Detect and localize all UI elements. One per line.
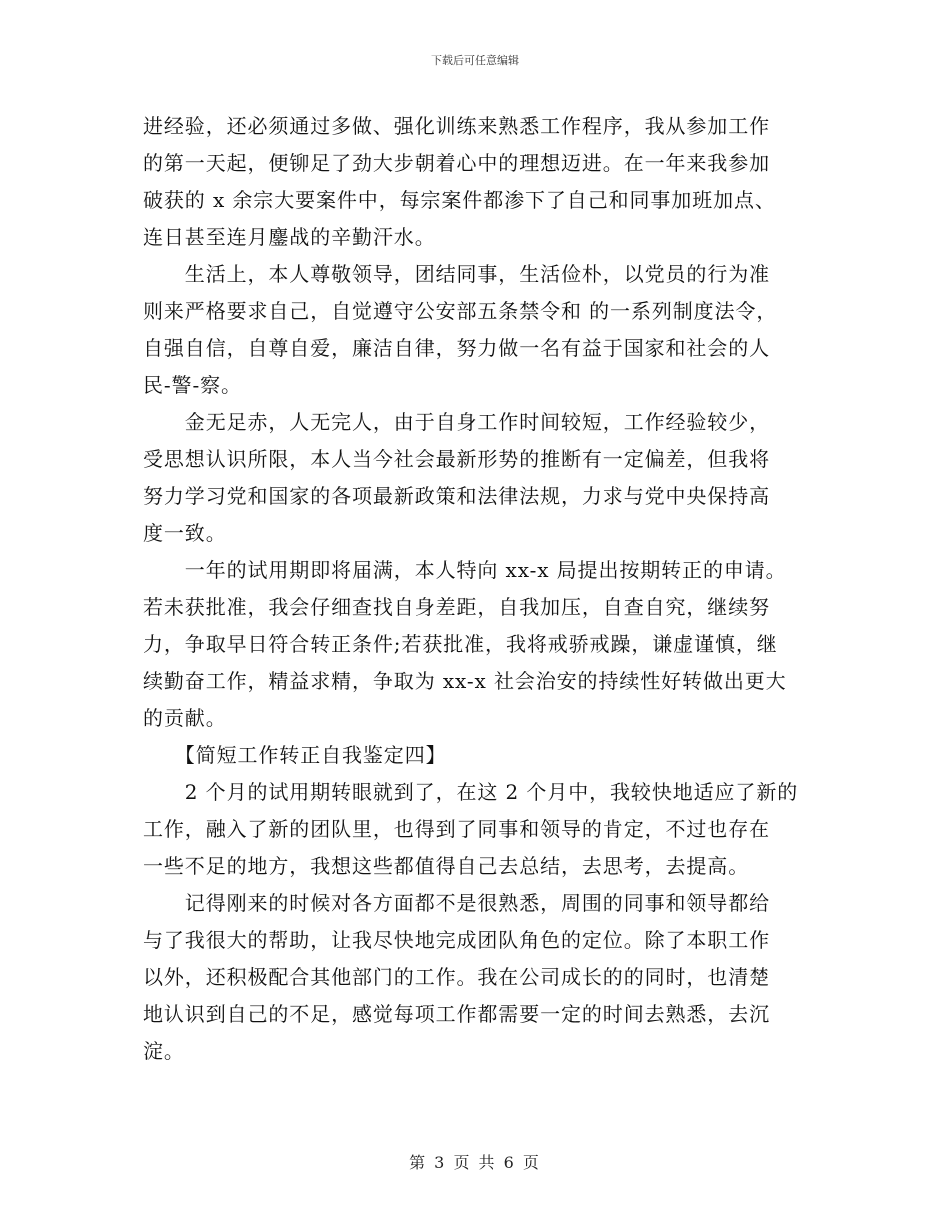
text-line: 连日甚至连月鏖战的辛勤汗水。	[143, 225, 436, 249]
text-line: 一些不足的地方，我想这些都值得自己去总结，去思考，去提高。	[143, 854, 750, 878]
text-line: 与了我很大的帮助，让我尽快地完成团队角色的定位。除了本职工作	[143, 928, 770, 952]
text-line: 的第一天起，便铆足了劲大步朝着心中的理想迈进。在一年来我参加	[143, 151, 770, 175]
text-line: 续勤奋工作，精益求精，争取为 xx-x 社会治安的持续性好转做出更大	[143, 669, 787, 693]
section-heading: 【简短工作转正自我鉴定四】	[143, 743, 447, 767]
text-line: 受思想认识所限，本人当今社会最新形势的推断有一定偏差，但我将	[143, 447, 770, 471]
text-line: 进经验，还必须通过多做、强化训练来熟悉工作程序，我从参加工作	[143, 114, 770, 138]
text-line: 破获的 x 余宗大要案件中，每宗案件都渗下了自己和同事加班加点、	[143, 188, 776, 212]
text-line: 一年的试用期即将届满，本人特向 xx-x 局提出按期转正的申请。	[143, 558, 787, 582]
text-line: 的贡献。	[143, 706, 227, 730]
text-line: 度一致。	[143, 521, 227, 545]
text-line: 工作，融入了新的团队里，也得到了同事和领导的肯定，不过也存在	[143, 817, 770, 841]
text-line: 地认识到自己的不足，感觉每项工作都需要一定的时间去熟悉，去沉	[143, 1002, 770, 1026]
text-line: 以外，还积极配合其他部门的工作。我在公司成长的的同时，也清楚	[143, 965, 770, 989]
text-line: 生活上，本人尊敬领导，团结同事，生活俭朴，以党员的行为准	[143, 262, 770, 286]
text-line: 若未获批准，我会仔细查找自身差距，自我加压，自查自究，继续努	[143, 595, 770, 619]
page-footer: 第 3 页 共 6 页	[409, 1153, 541, 1172]
text-line: 则来严格要求自己，自觉遵守公安部五条禁令和 的一系列制度法令，	[143, 299, 778, 323]
document-body	[143, 108, 813, 1070]
text-line: 金无足赤，人无完人，由于自身工作时间较短，工作经验较少，	[143, 410, 770, 434]
text-line: 努力学习党和国家的各项最新政策和法律法规，力求与党中央保持高	[143, 484, 770, 508]
text-line: 淀。	[143, 1039, 185, 1063]
page-header: 下载后可任意编辑	[431, 54, 519, 67]
text-line: 2 个月的试用期转眼就到了，在这 2 个月中，我较快地适应了新的	[143, 780, 799, 804]
text-line: 力，争取早日符合转正条件;若获批准，我将戒骄戒躁，谦虚谨慎，继	[143, 632, 778, 656]
text-line: 民-警-察。	[143, 373, 242, 397]
text-line: 记得刚来的时候对各方面都不是很熟悉，周围的同事和领导都给	[143, 891, 770, 915]
text-line: 自强自信，自尊自爱，廉洁自律，努力做一名有益于国家和社会的人	[143, 336, 770, 360]
